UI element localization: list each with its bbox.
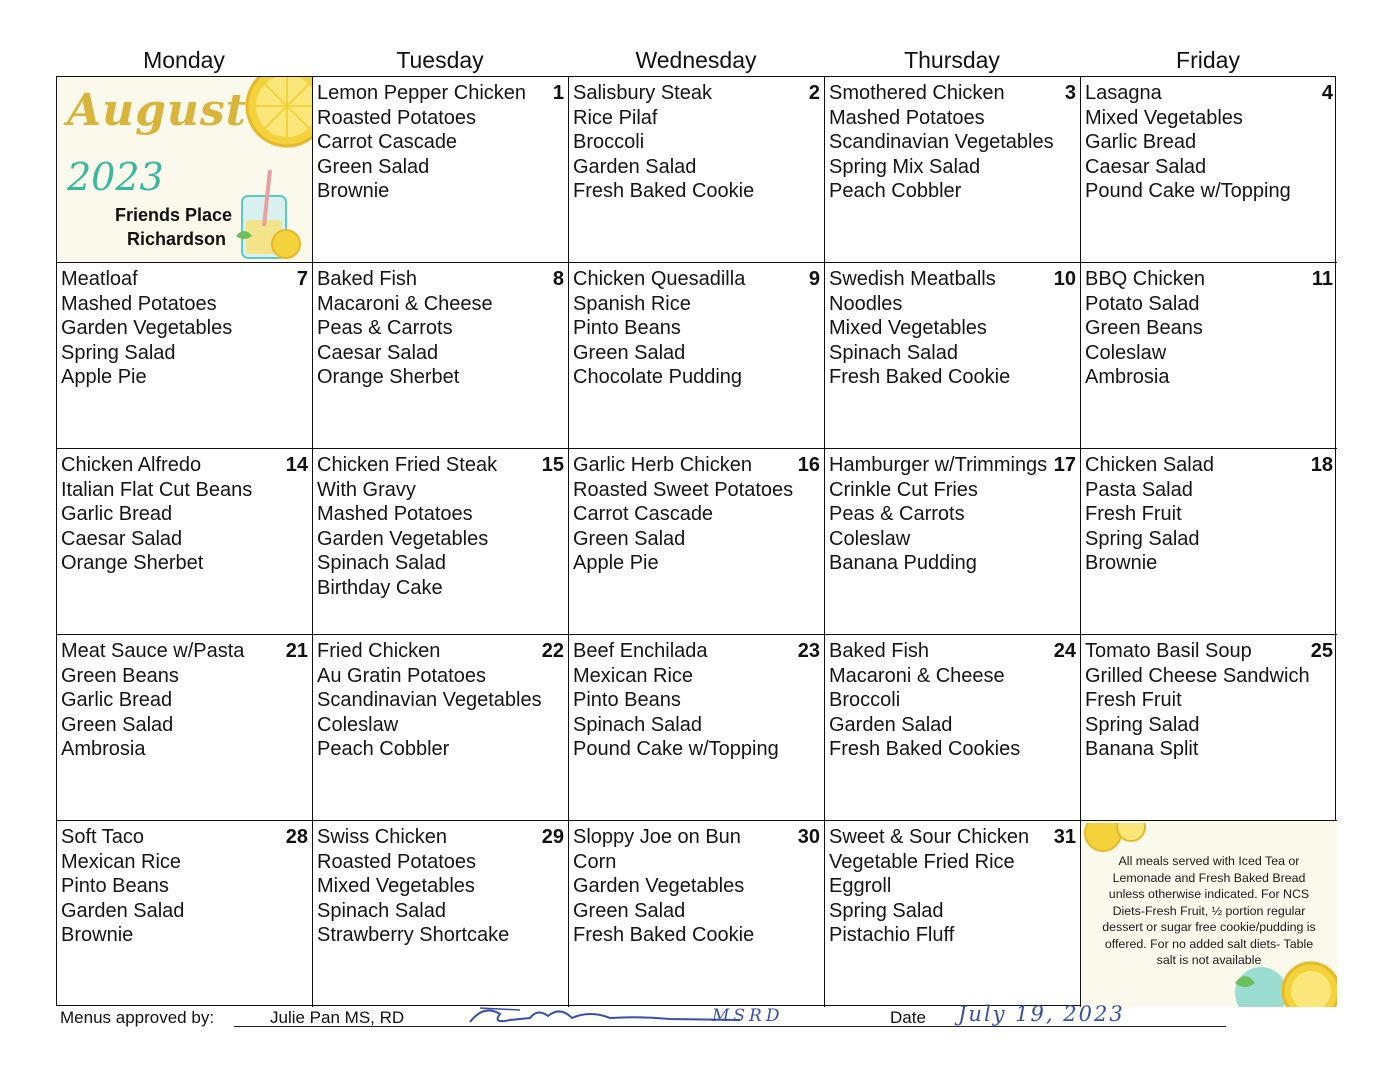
menu-item: Caesar Salad xyxy=(317,341,439,364)
menu-item-list xyxy=(1085,267,1337,390)
menu-item: Roasted Potatoes xyxy=(317,850,476,873)
menu-item: Pistachio Fluff xyxy=(829,924,955,947)
day-number: 16 xyxy=(797,454,820,476)
lemon-slice-icon xyxy=(244,77,313,149)
menu-item: Carrot Cascade xyxy=(573,503,714,526)
menu-item: Spinach Salad xyxy=(317,552,446,575)
menu-item-list xyxy=(829,453,1080,576)
weekday-friday: Friday xyxy=(1176,47,1240,73)
day-cell xyxy=(1081,449,1337,635)
menu-item-list xyxy=(1085,639,1337,762)
date-label: Date xyxy=(890,1008,926,1027)
menu-item: Meat Sauce w/Pasta xyxy=(61,640,245,662)
day-cell xyxy=(825,821,1081,1007)
menu-item: Sweet & Sour Chicken xyxy=(829,826,1030,848)
menu-item: Green Salad xyxy=(61,713,174,736)
menu-item: Roasted Sweet Potatoes xyxy=(573,478,794,501)
menu-calendar-grid xyxy=(56,76,1336,1006)
menu-item-list xyxy=(317,825,568,948)
menu-item: Banana Pudding xyxy=(829,552,977,575)
day-number: 30 xyxy=(797,826,820,848)
day-cell xyxy=(313,821,569,1007)
menu-item: Peas & Carrots xyxy=(317,317,453,340)
menu-item: Chicken Fried Steak xyxy=(317,454,498,476)
menu-item: Baked Fish xyxy=(317,268,418,290)
day-cell xyxy=(1081,263,1337,449)
menu-item: Banana Split xyxy=(1085,738,1199,761)
day-cell xyxy=(313,635,569,821)
day-number: 11 xyxy=(1311,268,1333,290)
location-name: Friends Place xyxy=(115,205,233,225)
lemon-slice-icon xyxy=(1083,823,1153,857)
menu-item: Salisbury Steak xyxy=(573,82,712,104)
menu-item: Tomato Basil Soup xyxy=(1085,640,1252,662)
menu-item: Green Salad xyxy=(573,527,686,550)
menu-item: Ambrosia xyxy=(1085,366,1170,389)
menu-item: Carrot Cascade xyxy=(317,131,458,154)
menu-item: Fresh Fruit xyxy=(1085,503,1182,526)
day-number: 1 xyxy=(552,82,564,104)
menu-item: Green Beans xyxy=(61,664,179,687)
day-number: 25 xyxy=(1310,640,1333,662)
menu-item-list xyxy=(61,453,312,576)
menu-item-list xyxy=(829,81,1080,204)
day-number: 18 xyxy=(1310,454,1333,476)
menu-item: Spanish Rice xyxy=(573,292,691,315)
menu-item-list xyxy=(829,825,1080,948)
day-number: 28 xyxy=(285,826,308,848)
day-cell xyxy=(569,449,825,635)
day-cell xyxy=(57,635,313,821)
menu-item: Brownie xyxy=(317,180,390,203)
menu-item: Spring Salad xyxy=(61,341,176,364)
menu-item: Rice Pilaf xyxy=(573,106,658,129)
menu-item: Fresh Baked Cookie xyxy=(573,924,755,947)
menu-item: Corn xyxy=(573,850,617,873)
menu-item: Spring Salad xyxy=(1085,713,1200,736)
menu-item: Caesar Salad xyxy=(1085,155,1207,178)
menu-item: Scandinavian Vegetables xyxy=(317,689,542,712)
menu-item: Hamburger w/Trimmings xyxy=(829,454,1048,476)
day-number: 31 xyxy=(1053,826,1076,848)
menu-item: Spinach Salad xyxy=(573,713,702,736)
menu-item: Swiss Chicken xyxy=(317,826,448,848)
menu-item: Garden Salad xyxy=(573,155,697,178)
menu-item: Pasta Salad xyxy=(1085,478,1193,501)
day-cell xyxy=(1081,635,1337,821)
day-number: 10 xyxy=(1053,268,1076,290)
day-cell xyxy=(569,77,825,263)
menu-item: Caesar Salad xyxy=(61,527,183,550)
calendar-month: August xyxy=(67,85,247,136)
menu-item: Mashed Potatoes xyxy=(829,106,985,129)
menu-item: Spring Salad xyxy=(829,899,944,922)
menu-item: Apple Pie xyxy=(61,366,147,389)
menu-item: Mixed Vegetables xyxy=(1085,106,1243,129)
menu-item-list xyxy=(61,267,312,390)
menu-item: Spring Salad xyxy=(1085,527,1200,550)
approval-footer xyxy=(60,1002,1260,1038)
menu-item-list xyxy=(317,81,568,204)
menu-item: Eggroll xyxy=(829,875,892,898)
menu-item: Broccoli xyxy=(829,689,901,712)
menu-item: Pound Cake w/Topping xyxy=(573,738,779,761)
menu-item: Pound Cake w/Topping xyxy=(1085,180,1291,203)
menu-item: Mashed Potatoes xyxy=(317,503,473,526)
menu-item-list xyxy=(573,267,824,390)
menu-item: Chocolate Pudding xyxy=(573,366,743,389)
menu-item: Ambrosia xyxy=(61,738,146,761)
menu-item: Coleslaw xyxy=(317,713,399,736)
day-number: 29 xyxy=(541,826,564,848)
handwritten-date: July 19, 2023 xyxy=(958,1002,1125,1026)
menu-item: BBQ Chicken xyxy=(1085,268,1206,290)
menu-item: Mixed Vegetables xyxy=(317,875,475,898)
day-number: 21 xyxy=(285,640,308,662)
menu-item: Fresh Baked Cookies xyxy=(829,738,1021,761)
day-number: 7 xyxy=(296,268,308,290)
menu-item: Garlic Bread xyxy=(61,689,173,712)
menu-item: Fresh Baked Cookie xyxy=(829,366,1011,389)
menu-item: Green Salad xyxy=(573,341,686,364)
menu-item: Coleslaw xyxy=(829,527,911,550)
weekday-wednesday: Wednesday xyxy=(635,47,757,73)
menu-item: Peach Cobbler xyxy=(317,738,450,761)
menu-item-list xyxy=(573,825,824,948)
menu-item-list xyxy=(61,639,312,762)
day-number: 9 xyxy=(808,268,820,290)
day-cell xyxy=(313,77,569,263)
menu-item-list xyxy=(1085,453,1337,576)
lemonade-jar-icon xyxy=(234,166,304,262)
day-cell xyxy=(57,821,313,1007)
menu-item-list xyxy=(573,639,824,762)
menu-item-list xyxy=(317,267,568,390)
menu-item: Mexican Rice xyxy=(573,664,694,687)
menu-item-list xyxy=(829,639,1080,762)
menu-item: Garden Salad xyxy=(61,899,185,922)
meal-notes-cell xyxy=(1081,821,1337,1007)
menu-item: Spinach Salad xyxy=(317,899,446,922)
weekday-tuesday: Tuesday xyxy=(396,47,484,73)
menu-item: Orange Sherbet xyxy=(61,552,204,575)
menu-item: Fresh Baked Cookie xyxy=(573,180,755,203)
day-cell xyxy=(57,263,313,449)
menu-item: Green Salad xyxy=(573,899,686,922)
menu-item: Macaroni & Cheese xyxy=(317,292,493,315)
menu-item: Sloppy Joe on Bun xyxy=(573,826,741,848)
day-number: 8 xyxy=(552,268,564,290)
day-cell xyxy=(569,635,825,821)
calendar-year: 2023 xyxy=(67,155,164,199)
menu-item: Mixed Vegetables xyxy=(829,317,987,340)
menu-item: Mashed Potatoes xyxy=(61,292,217,315)
menu-item: Swedish Meatballs xyxy=(829,268,996,290)
menu-item-list xyxy=(573,81,824,204)
menu-item: Green Salad xyxy=(317,155,430,178)
menu-item: Spinach Salad xyxy=(829,341,958,364)
day-number: 2 xyxy=(808,82,820,104)
day-number: 24 xyxy=(1053,640,1076,662)
menu-item: Birthday Cake xyxy=(317,576,443,599)
menu-item: Brownie xyxy=(1085,552,1158,575)
menu-item: Au Gratin Potatoes xyxy=(317,664,486,687)
menu-item: Garden Salad xyxy=(829,713,953,736)
day-number: 4 xyxy=(1321,82,1333,104)
menu-item: Crinkle Cut Fries xyxy=(829,478,978,501)
meal-notes-text: All meals served with Iced Tea or Lemonade and Fresh Baked Bread unless otherwise indicated. For NCS Diets-Fresh Fruit, ½ portion regular dessert or sugar free cookie/pudding is offered. For no added salt diets- Table salt is not available xyxy=(1102,854,1316,967)
menu-item: Pinto Beans xyxy=(61,875,169,898)
menu-item: Scandinavian Vegetables xyxy=(829,131,1054,154)
menu-item: Macaroni & Cheese xyxy=(829,664,1005,687)
date-line xyxy=(930,1026,1226,1027)
menu-item: Mexican Rice xyxy=(61,850,182,873)
approver-name: Julie Pan MS, RD xyxy=(270,1008,405,1027)
menu-item: Lasagna xyxy=(1085,82,1162,104)
menu-item: Lemon Pepper Chicken xyxy=(317,82,527,104)
day-cell xyxy=(569,821,825,1007)
menu-item: Strawberry Shortcake xyxy=(317,924,510,947)
day-cell xyxy=(825,77,1081,263)
menu-item: Broccoli xyxy=(573,131,645,154)
menu-item: Garden Vegetables xyxy=(61,317,233,340)
day-number: 17 xyxy=(1053,454,1076,476)
menu-item: Roasted Potatoes xyxy=(317,106,476,129)
menu-item-list xyxy=(61,825,312,948)
menu-item: Green Beans xyxy=(1085,317,1203,340)
location-city: Richardson xyxy=(127,229,227,249)
menu-item-list xyxy=(317,453,568,601)
day-number: 23 xyxy=(797,640,820,662)
menu-item: Garlic Bread xyxy=(1085,131,1197,154)
menu-item: Chicken Alfredo xyxy=(61,454,202,476)
menu-item: Garden Vegetables xyxy=(573,875,745,898)
menu-item: Apple Pie xyxy=(573,552,659,575)
menu-item: Spring Mix Salad xyxy=(829,155,981,178)
approved-by-label: Menus approved by: xyxy=(60,1008,215,1027)
menu-item-list xyxy=(1085,81,1337,204)
menu-item: Chicken Quesadilla xyxy=(573,268,746,290)
day-cell xyxy=(825,635,1081,821)
handwritten-credential: MSRD xyxy=(712,1006,784,1026)
day-number: 3 xyxy=(1064,82,1076,104)
weekday-thursday: Thursday xyxy=(904,47,1000,73)
menu-item: Italian Flat Cut Beans xyxy=(61,478,253,501)
menu-item: Beef Enchilada xyxy=(573,640,708,662)
menu-item: Peach Cobbler xyxy=(829,180,962,203)
menu-item: Baked Fish xyxy=(829,640,930,662)
menu-item: Potato Salad xyxy=(1085,292,1200,315)
menu-item-list xyxy=(573,453,824,576)
menu-item-list xyxy=(829,267,1080,390)
menu-item: Pinto Beans xyxy=(573,317,681,340)
menu-item: Orange Sherbet xyxy=(317,366,460,389)
day-cell xyxy=(313,449,569,635)
menu-item: Pinto Beans xyxy=(573,689,681,712)
day-cell xyxy=(825,263,1081,449)
day-cell xyxy=(57,449,313,635)
menu-item: Peas & Carrots xyxy=(829,503,965,526)
menu-item: Grilled Cheese Sandwich xyxy=(1085,664,1310,687)
day-number: 15 xyxy=(541,454,564,476)
calendar-title-cell xyxy=(57,77,313,263)
menu-item: Coleslaw xyxy=(1085,341,1167,364)
day-cell xyxy=(825,449,1081,635)
menu-item: Noodles xyxy=(829,292,903,315)
day-number: 22 xyxy=(541,640,564,662)
menu-item: Garlic Bread xyxy=(61,503,173,526)
menu-item: Vegetable Fried Rice xyxy=(829,850,1015,873)
day-cell xyxy=(1081,77,1337,263)
day-cell xyxy=(569,263,825,449)
weekday-monday: Monday xyxy=(143,47,225,73)
menu-item: With Gravy xyxy=(317,478,416,501)
menu-item: Fresh Fruit xyxy=(1085,689,1182,712)
menu-item-list xyxy=(317,639,568,762)
menu-item: Soft Taco xyxy=(61,826,145,848)
menu-item: Chicken Salad xyxy=(1085,454,1214,476)
menu-item: Garlic Herb Chicken xyxy=(573,454,752,476)
menu-item: Smothered Chicken xyxy=(829,82,1005,104)
weekday-header-row xyxy=(56,44,1336,76)
day-cell xyxy=(313,263,569,449)
menu-item: Garden Vegetables xyxy=(317,527,489,550)
day-number: 14 xyxy=(285,454,308,476)
menu-item: Brownie xyxy=(61,924,134,947)
menu-item: Meatloaf xyxy=(61,268,138,290)
menu-item: Fried Chicken xyxy=(317,640,441,662)
